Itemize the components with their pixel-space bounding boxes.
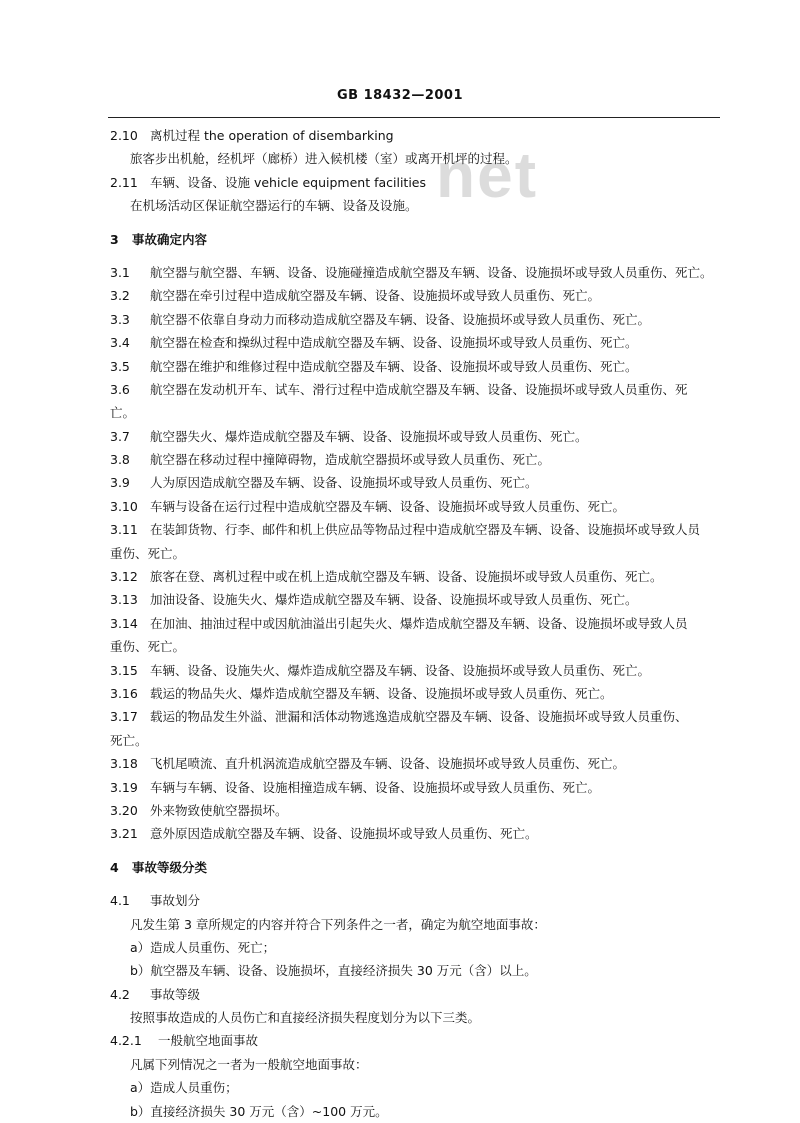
definition-heading <box>0 171 800 194</box>
clause-number: 2.10 <box>110 128 138 143</box>
clause-number: 3.19 <box>110 779 138 795</box>
definition-heading <box>0 124 800 147</box>
paragraph <box>0 913 800 936</box>
paragraph-text: 在机场活动区保证航空器运行的车辆、设备及设施。 <box>130 198 418 214</box>
clause-text: 加油设备、设施失火、爆炸造成航空器及车辆、设备、设施损坏或导致人员重伤、死亡。 <box>150 592 638 608</box>
section-title: 事故等级分类 <box>132 859 208 875</box>
clause-number: 3.12 <box>110 569 138 585</box>
clause-item <box>0 425 800 448</box>
paragraph-text: 凡发生第 3 章所规定的内容并符合下列条件之一者，确定为航空地面事故： <box>130 916 546 932</box>
clause-number: 3.17 <box>110 709 138 725</box>
clause-text: 重伤、死亡。 <box>110 639 186 655</box>
list-item-text: a）造成人员重伤； <box>130 1080 238 1096</box>
clause-item <box>0 308 800 331</box>
clause-title: 事故等级 <box>150 986 201 1002</box>
clause-number: 3.20 <box>110 802 138 818</box>
clause-item <box>0 612 800 635</box>
clause-number: 3.1 <box>110 264 130 280</box>
clause-item <box>0 471 800 494</box>
paragraph-text: 旅客步出机舱，经机坪（廊桥）进入候机楼（室）或离开机坪的过程。 <box>130 151 518 167</box>
clause-item <box>0 355 800 378</box>
clause-item <box>0 331 800 354</box>
clause-number: 3.9 <box>110 475 130 491</box>
clause-text: 车辆、设备、设施失火、爆炸造成航空器及车辆、设备、设施损坏或导致人员重伤、死亡。 <box>150 662 651 678</box>
subsection-heading <box>0 983 800 1006</box>
clause-item <box>0 822 800 845</box>
list-item <box>0 1076 800 1099</box>
list-item <box>0 959 800 982</box>
clause-item <box>0 448 800 471</box>
clause-number: 3.16 <box>110 685 138 701</box>
clause-item <box>0 659 800 682</box>
paragraph <box>0 1053 800 1076</box>
header-rule <box>108 117 720 118</box>
clause-text: 航空器在牵引过程中造成航空器及车辆、设备、设施损坏或导致人员重伤、死亡。 <box>150 288 601 304</box>
clause-item <box>0 378 800 401</box>
clause-text: 载运的物品发生外溢、泄漏和活体动物逃逸造成航空器及车辆、设备、设施损坏或导致人员重伤、 <box>150 709 688 725</box>
clause-text: 死亡。 <box>110 732 148 748</box>
clause-continuation <box>0 635 800 658</box>
clause-number: 3.15 <box>110 662 138 678</box>
paragraph-text: 按照事故造成的人员伤亡和直接经济损失程度划分为以下三类。 <box>130 1010 481 1026</box>
clause-text: 亡。 <box>110 405 136 421</box>
clause-number: 4.2.1 <box>110 1033 142 1049</box>
clause-text: 外来物致使航空器损坏。 <box>150 802 288 818</box>
clause-item <box>0 495 800 518</box>
definition-text <box>0 194 800 217</box>
clause-text: 航空器失火、爆炸造成航空器及车辆、设备、设施损坏或导致人员重伤、死亡。 <box>150 428 588 444</box>
section-number: 4 <box>110 859 119 875</box>
section-heading <box>0 856 800 879</box>
clause-number: 3.14 <box>110 615 138 631</box>
list-item-text: b）航空器及车辆、设备、设施损坏，直接经济损失 30 万元（含）以上。 <box>130 963 537 979</box>
clause-text: 航空器在维护和维修过程中造成航空器及车辆、设备、设施损坏或导致人员重伤、死亡。 <box>150 358 638 374</box>
clause-title: 车辆、设备、设施 vehicle equipment facilities <box>150 174 427 190</box>
clause-text: 在装卸货物、行李、邮件和机上供应品等物品过程中造成航空器及车辆、设备、设施损坏或导致人员 <box>150 522 701 538</box>
clause-text: 航空器在检查和操纵过程中造成航空器及车辆、设备、设施损坏或导致人员重伤、死亡。 <box>150 335 638 351</box>
clause-text: 航空器在移动过程中撞障碍物，造成航空器损坏或导致人员重伤、死亡。 <box>150 452 551 468</box>
list-item <box>0 936 800 959</box>
clause-title: 一般航空地面事故 <box>158 1033 259 1049</box>
clause-item <box>0 799 800 822</box>
clause-text: 载运的物品失火、爆炸造成航空器及车辆、设备、设施损坏或导致人员重伤、死亡。 <box>150 685 613 701</box>
section-heading <box>0 228 800 251</box>
clause-text: 重伤、死亡。 <box>110 545 186 561</box>
clause-number: 3.7 <box>110 428 130 444</box>
clause-item <box>0 588 800 611</box>
clause-item <box>0 752 800 775</box>
clause-continuation <box>0 729 800 752</box>
clause-number: 3.6 <box>110 381 130 397</box>
clause-text: 旅客在登、离机过程中或在机上造成航空器及车辆、设备、设施损坏或导致人员重伤、死亡。 <box>150 569 663 585</box>
clause-item <box>0 518 800 541</box>
clause-continuation <box>0 401 800 424</box>
page-header: GB 18432—2001 <box>336 88 463 103</box>
clause-item <box>0 682 800 705</box>
clause-text: 车辆与车辆、设备、设施相撞造成车辆、设备、设施损坏或导致人员重伤、死亡。 <box>150 779 601 795</box>
clause-item <box>0 284 800 307</box>
subsection-heading <box>0 1029 800 1052</box>
subsection-heading <box>0 889 800 912</box>
clause-number: 3.21 <box>110 826 138 842</box>
clause-text: 飞机尾喷流、直升机涡流造成航空器及车辆、设备、设施损坏或导致人员重伤、死亡。 <box>150 756 626 772</box>
clause-number: 4.1 <box>110 893 130 909</box>
clause-number: 3.3 <box>110 311 130 327</box>
clause-number: 3.8 <box>110 452 130 468</box>
clause-number: 3.2 <box>110 288 130 304</box>
document-body <box>0 124 800 1123</box>
clause-item <box>0 705 800 728</box>
list-item-text: a）造成人员重伤、死亡； <box>130 939 276 955</box>
paragraph <box>0 1006 800 1029</box>
clause-text: 意外原因造成航空器及车辆、设备、设施损坏或导致人员重伤、死亡。 <box>150 826 538 842</box>
clause-text: 车辆与设备在运行过程中造成航空器及车辆、设备、设施损坏或导致人员重伤、死亡。 <box>150 498 626 514</box>
clause-number: 2.11 <box>110 174 138 190</box>
section-title: 事故确定内容 <box>132 231 208 247</box>
definition-text <box>0 147 800 170</box>
watermark: net <box>436 139 538 211</box>
clause-text: 人为原因造成航空器及车辆、设备、设施损坏或导致人员重伤、死亡。 <box>150 475 538 491</box>
section-number: 3 <box>110 231 119 247</box>
clause-text: 在加油、抽油过程中或因航油溢出引起失火、爆炸造成航空器及车辆、设备、设施损坏或导致人员 <box>150 615 688 631</box>
clause-number: 3.18 <box>110 756 138 772</box>
clause-item <box>0 565 800 588</box>
clause-number: 3.10 <box>110 498 138 514</box>
clause-continuation <box>0 542 800 565</box>
clause-item <box>0 776 800 799</box>
list-item <box>0 1100 800 1123</box>
clause-number: 4.2 <box>110 986 130 1002</box>
clause-text: 航空器与航空器、车辆、设备、设施碰撞造成航空器及车辆、设备、设施损坏或导致人员重伤、死亡。 <box>150 264 713 280</box>
clause-text: 航空器不依靠自身动力而移动造成航空器及车辆、设备、设施损坏或导致人员重伤、死亡。 <box>150 311 651 327</box>
clause-number: 3.5 <box>110 358 130 374</box>
clause-title: 离机过程 the operation of disembarking <box>150 128 394 143</box>
list-item-text: b）直接经济损失 30 万元（含）~100 万元。 <box>130 1103 388 1119</box>
clause-number: 3.13 <box>110 592 138 608</box>
clause-text: 航空器在发动机开车、试车、滑行过程中造成航空器及车辆、设备、设施损坏或导致人员重伤、死 <box>150 381 688 397</box>
paragraph-text: 凡属下列情况之一者为一般航空地面事故： <box>130 1056 368 1072</box>
clause-title: 事故划分 <box>150 893 201 909</box>
clause-item <box>0 261 800 284</box>
clause-number: 3.4 <box>110 335 130 351</box>
clause-number: 3.11 <box>110 522 138 538</box>
